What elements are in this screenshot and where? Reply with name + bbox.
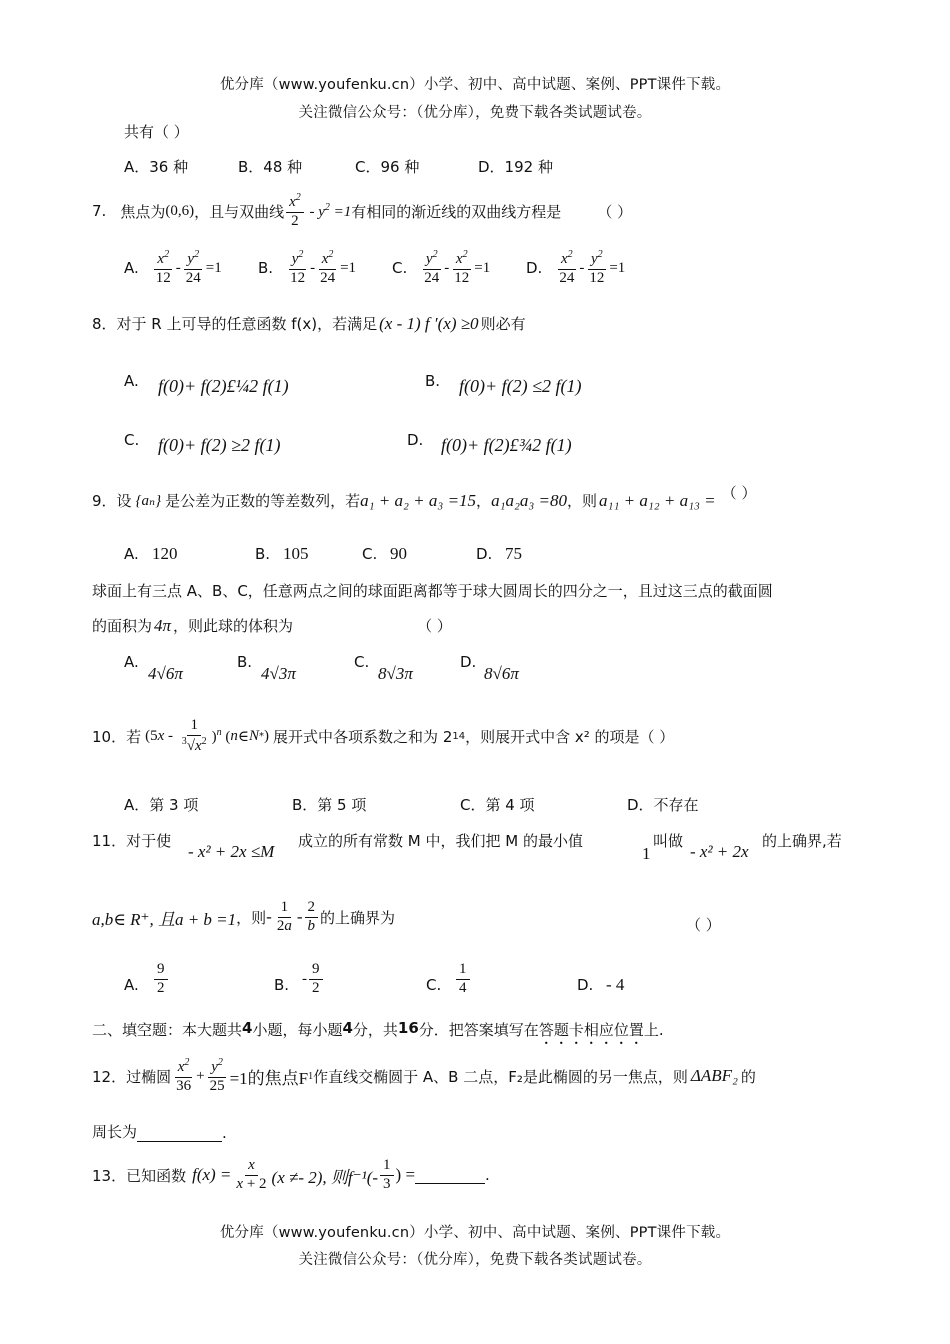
q8-option-a: f(0)+ f(2)£¼2 f(1)	[158, 376, 289, 396]
sphere-line-1: 球面上有三点 A、B、C，任意两点之间的球面距离都等于球大圆周长的四分之一，且过这三点的截面圆	[92, 582, 773, 600]
q6-option-a: A．36 种	[124, 158, 189, 176]
q9-value-a: 120	[152, 544, 178, 563]
q11-label-d: D.	[577, 976, 594, 994]
q11-label-a: A.	[124, 976, 139, 994]
footer-line-2: 关注微信公众号：（优分库），免费下载各类试题试卷。	[298, 1252, 652, 1268]
footer-line-1: 优分库（www.youfenku.cn）小学、初中、高中试题、案例、PPT课件下载。	[219, 1225, 731, 1241]
sphere-value-d: 8√6π	[484, 664, 519, 683]
q7-option-a: A. $\frac{x^2}{12}$ - $\frac{y^2}{24}$ =1	[124, 249, 222, 286]
q10-option-d: D．不存在	[627, 796, 699, 814]
q9-label-a: A.	[124, 545, 139, 563]
q9-label-b: B.	[255, 545, 271, 563]
q13-answer-blank[interactable]	[415, 1167, 485, 1184]
q13-stem: 13．已知函数 f(x) = $\frac{x}{x + 2}$ (x ≠- 2), 则f⁻¹(- $\frac{1}{3}$ ) = .	[92, 1157, 490, 1192]
q6-option-c: C．96 种	[355, 158, 420, 176]
q7-stem: 7. 焦点为 (0,6) ，且与双曲线 $\frac{x^2}{2}$ - $y^2 =1$ 有相同的渐近线的双曲线方程是 （ ）	[92, 192, 633, 229]
q9-value-c: 90	[390, 544, 407, 563]
q10-option-b: B．第 5 项	[292, 796, 367, 814]
header-line-2: 关注微信公众号：（优分库），免费下载各类试题试卷。	[298, 105, 652, 121]
q9-label-c: C.	[362, 545, 378, 563]
q8-label-d: D.	[407, 431, 424, 449]
q9-value-b: 105	[283, 544, 309, 563]
q8-label-c: C.	[124, 431, 140, 449]
q6-option-d: D．192 种	[478, 158, 553, 176]
sphere-value-a: 4√6π	[148, 664, 183, 683]
q7-option-b: B. $\frac{y^2}{12}$ - $\frac{x^2}{24}$ =1	[258, 249, 357, 286]
q9-value-d: 75	[505, 544, 522, 563]
q11-option-d: - 4	[606, 975, 625, 994]
sphere-label-d: D.	[460, 653, 477, 671]
q8-option-c: f(0)+ f(2) ≥2 f(1)	[158, 435, 281, 455]
q7-option-c: C. $\frac{y^2}{24}$ - $\frac{x^2}{12}$ =1	[392, 249, 491, 286]
q10-option-c: C．第 4 项	[460, 796, 535, 814]
q11-text-b: 成立的所有常数 M 中，我们把 M 的最小值	[298, 832, 583, 850]
q12-line-2: 周长为 .	[92, 1123, 227, 1142]
q7-option-d: D. $\frac{x^2}{24}$ - $\frac{y^2}{12}$ =1	[526, 249, 626, 286]
q11-paren: （ ）	[686, 916, 721, 934]
q12-answer-blank[interactable]	[137, 1125, 222, 1142]
q11-option-b: - $\frac{9}{2}$	[302, 962, 325, 997]
header-line-1: 优分库（www.youfenku.cn）小学、初中、高中试题、案例、PPT课件下载。	[219, 77, 731, 93]
q8-stem: 8．对于 R 上可导的任意函数 f(x)，若满足 (x - 1) f ′(x) ≥0 则必有	[92, 313, 526, 333]
sphere-value-b: 4√3π	[261, 664, 296, 683]
q6-tail: 共有（ ）	[124, 123, 189, 141]
sphere-line-2: 的面积为 4π ，则此球的体积为 （ ）	[92, 615, 452, 635]
q10-option-a: A．第 3 项	[124, 796, 199, 814]
sphere-value-c: 8√3π	[378, 664, 413, 683]
q7-hyperbola-frac: $\frac{x^2}{2}$	[286, 193, 304, 230]
q12-stem: 12．过椭圆 $\frac{x^2}{36}$ + $\frac{y^2}{25}$ =1的焦点F 1 作直线交椭圆于 A、B 二点，F₂是此椭圆的另一焦点，则 ΔABF₂ 的	[92, 1057, 756, 1094]
q9-label-d: D.	[476, 545, 493, 563]
q8-label-b: B.	[425, 372, 441, 390]
section-2-header: 二、填空题：本大题共 4 小题，每小题 4 分，共 16 分．把答案填写在 答题卡相应位置 上.	[92, 1019, 664, 1039]
q9-stem: 9．设 {aₙ} 是公差为正数的等差数列，若 a₁ + a₂ + a₃ =15 ， a₁a₂a₃ =80 ，则 a₁₁ + a₁₂ + a₁₃ = （ ）	[92, 484, 757, 510]
q11-inequality: - x² + 2x ≤M	[188, 842, 275, 861]
q11-text-d: 的上确界,若	[762, 832, 842, 850]
q8-option-d: f(0)+ f(2)£¾2 f(1)	[441, 435, 572, 455]
sphere-label-a: A.	[124, 653, 139, 671]
q11-label-c: C.	[426, 976, 442, 994]
q11-option-a: $\frac{9}{2}$	[152, 962, 170, 997]
q10-stem: 10．若 (5 x - $\frac{1}{^3√x^2}$ )$^n$ ( n ∈ N * ) 展开式中各项系数之和为 2 14 ，则展开式中含 x² 的项是（ ）	[92, 717, 675, 754]
q6-option-b: B．48 种	[238, 158, 303, 176]
q11-text-a: 11．对于使	[92, 832, 172, 850]
q11-option-c: $\frac{1}{4}$	[454, 962, 472, 997]
q11-expr: - x² + 2x	[690, 842, 749, 861]
sphere-label-c: C.	[354, 653, 370, 671]
q11-line-2: a,b∈ R⁺, 且a + b =1 ，则 - $\frac{1}{2a}$ - $\frac{2}{b}$ 的上确界为	[92, 899, 396, 934]
q8-option-b: f(0)+ f(2) ≤2 f(1)	[459, 376, 582, 396]
q8-label-a: A.	[124, 372, 139, 390]
sphere-label-b: B.	[237, 653, 253, 671]
q11-label-b: B.	[274, 976, 290, 994]
q11-one: 1	[642, 844, 651, 863]
q11-text-c: 叫做	[653, 832, 684, 850]
